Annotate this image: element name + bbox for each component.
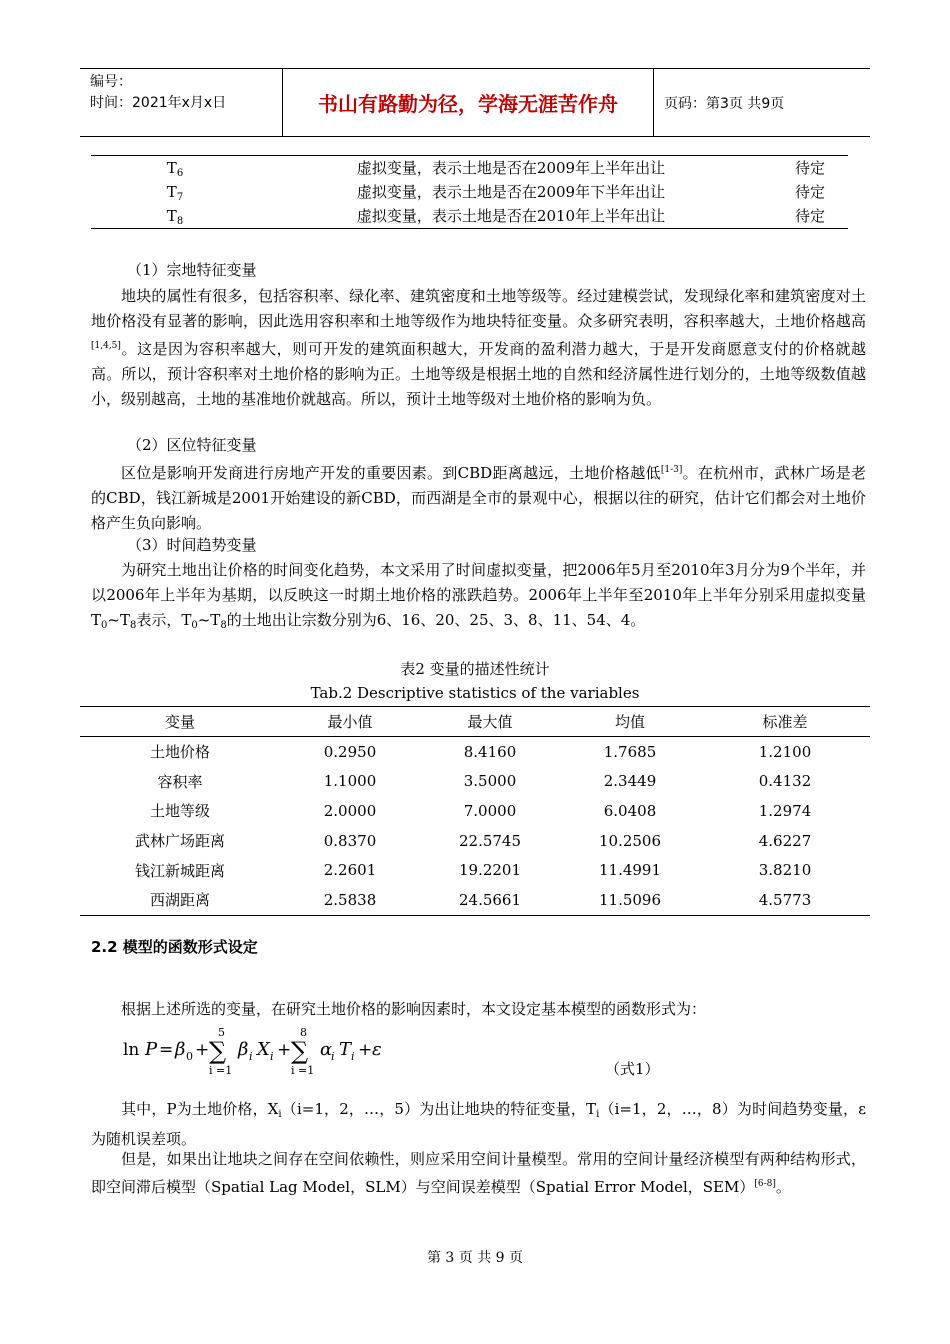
formula-sum2-sigma: ∑ [291,1037,309,1065]
var-cell: $T_7$ [166,183,184,203]
table-row [91,156,848,180]
page-header [80,68,870,137]
cell: 2.3449 [603,772,657,791]
cell: 19.2201 [458,861,522,880]
formula-alpha-sub: i [331,1050,335,1063]
formula-X-sub: i [270,1050,274,1063]
cell: 4.5773 [758,890,812,909]
cell: 7.0000 [463,801,517,820]
formula-beta0-sub: 0 [186,1050,193,1063]
desc-cell: 虚拟变量，表示土地是否在2009年下半年出让 [356,183,666,201]
formula-explanation: 其中，P为土地价格，$X_i(i=1$，2，…，5）为出让地块的特征变量，$T_i(i=1$，2，…，8）为时间趋势变量，ε为随机误差项。 [91,1100,866,1148]
cell: 1.1000 [323,772,377,791]
table-row [80,737,870,767]
formula-P: P [145,1039,158,1060]
header-meta [80,69,282,136]
section1-title: （1）宗地特征变量 [127,261,257,279]
section2-title: （2）区位特征变量 [127,436,257,454]
table2-caption-cn: 表2 变量的描述性统计 [400,660,550,678]
cell: 11.5096 [598,890,662,909]
header-cell: 均值 [614,713,645,731]
page-footer: 第 3 页 共 9 页 [426,1250,524,1266]
formula-sum2-lower: i =1 [291,1064,315,1077]
desc-cell: 虚拟变量，表示土地是否在2010年上半年出让 [356,207,666,225]
table-row [91,204,848,228]
header-cell: 变量 [164,713,195,731]
formula-alpha: α [320,1039,333,1060]
formula-number: （式1） [605,1060,660,1078]
cell: 容积率 [157,772,203,791]
section3-title: （3）时间趋势变量 [127,536,257,554]
number-label: 编号： [90,74,132,90]
cell: 11.4991 [598,861,662,880]
variable-table-continued [91,155,848,229]
header-cell: 最小值 [327,713,373,731]
formula-eq: = [159,1040,174,1060]
section1-paragraph: 地块的属性有很多，包括容积率、绿化率、建筑密度和土地等级等。经过建模尝试，发现绿化率和建筑密度对土地价格没有显著的影响，因此选用容积率和土地等级作为地块特征变量。众多研究表明，容积率越大，土地价格越高[1,4,5]。这是因为容积率越大，则可开发的建筑面积越大，开发商的盈利潜力越大，于是开发商愿意支付的价格就越高。所以，预计容积率对土地价格的影响为正。土地等级是根据土地的自然和经济属性进行划分的，土地等级数值越小，级别越高，土地的基准地价就越高。所以，预计土地等级对土地价格的影响为负。 [91,287,866,408]
formula-T-sub: i [351,1050,355,1063]
formula-epsilon: ε [372,1039,382,1060]
formula-beta-i-sub: i [249,1050,253,1063]
date-label: 时间：2021年x月x日 [90,95,227,111]
formula-X: X [257,1039,270,1060]
formula-plus-1: + [195,1040,210,1060]
cell: 0.4132 [758,772,812,791]
cell: 2.2601 [323,861,377,880]
section3-paragraph: 为研究土地出让价格的时间变化趋势，本文采用了时间虚拟变量，把2006年5月至2010年3月分为9个半年，并以2006年上半年为基期，以反映这一时期土地价格的涨跌趋势。2006年上半年至2010年上半年分别采用虚拟变量$T_0\sim T_8$表示，$T_0\sim T_8$的土地出让宗数分别为6、16、20、25、3、8、11、54、4。 [91,561,866,631]
cell: 3.5000 [463,772,517,791]
desc-cell: 虚拟变量，表示土地是否在2009年上半年出让 [356,159,666,177]
cell: 1.2100 [758,742,812,761]
formula-beta0: β [175,1039,186,1060]
expect-cell: 待定 [794,159,825,177]
table-row [80,885,870,915]
table-row [80,826,870,856]
formula-plus-3: + [358,1040,373,1060]
cell: 22.5745 [458,831,522,850]
formula-T: T [339,1039,352,1060]
table-header-row [80,707,870,737]
cell: 2.5838 [323,890,377,909]
var-cell: $T_8$ [166,207,184,227]
section-heading-2-2: 2.2 模型的函数形式设定 [91,938,258,956]
model-formula [123,1025,523,1077]
cell: 4.6227 [758,831,812,850]
cell: 2.0000 [323,801,377,820]
formula-sum1-lower: i =1 [209,1064,233,1077]
cell: 0.8370 [323,831,377,850]
formula-beta-i: β [238,1039,249,1060]
cell: 西湖距离 [149,891,210,910]
table2-caption-en: Tab.2 Descriptive statistics of the variables [310,684,640,702]
table-row [80,855,870,885]
cell: 土地价格 [149,743,210,762]
formula-plus-2: + [277,1040,292,1060]
expect-cell: 待定 [794,207,825,225]
cell: 24.5661 [458,890,522,909]
expect-cell: 待定 [794,183,825,201]
section2-paragraph: 区位是影响开发商进行房地产开发的重要因素。到CBD距离越远，土地价格越低[1-3]。在杭州市，武林广场是老的CBD，钱江新城是2001开始建设的新CBD，而西湖是全市的景观中心，根据以往的研究，估计它们都会对土地价格产生负向影响。 [91,464,866,532]
cell: 8.4160 [463,742,517,761]
model-intro: 根据上述所选的变量，在研究土地价格的影响因素时，本文设定基本模型的函数形式为： [121,1000,707,1018]
header-cell: 最大值 [467,713,513,731]
formula-ln: ln [123,1040,140,1060]
header-cell: 标准差 [762,713,808,731]
cell: 3.8210 [758,861,812,880]
cell: 钱江新城距离 [134,861,225,880]
formula-sum1-upper: 5 [218,1026,225,1039]
cell: 10.2506 [598,831,662,850]
table-row [80,767,870,797]
header-motto: 书山有路勤为径，学海无涯苦作舟 [282,69,654,136]
cell: 0.2950 [323,742,377,761]
cell: 武林广场距离 [134,832,225,851]
spatial-model-paragraph: 但是，如果出让地块之间存在空间依赖性，则应采用空间计量模型。常用的空间计量经济模型有两种结构形式，即空间滞后模型（Spatial Lag Model，SLM）与空间误差模型（Spatial Error Model，SEM）[6-8]。 [91,1150,866,1196]
table-row [80,796,870,826]
table-row [91,180,848,204]
cell: 6.0408 [603,801,657,820]
cell: 1.2974 [758,801,812,820]
cell: 1.7685 [603,742,657,761]
cell: 土地等级 [149,802,210,821]
header-page-label: 页码：第3页 共9页 [664,95,785,112]
formula-sum1-sigma: ∑ [209,1037,227,1065]
var-cell: $T_6$ [166,159,184,179]
descriptive-stats-table [80,706,870,916]
formula-sum2-upper: 8 [300,1026,307,1039]
